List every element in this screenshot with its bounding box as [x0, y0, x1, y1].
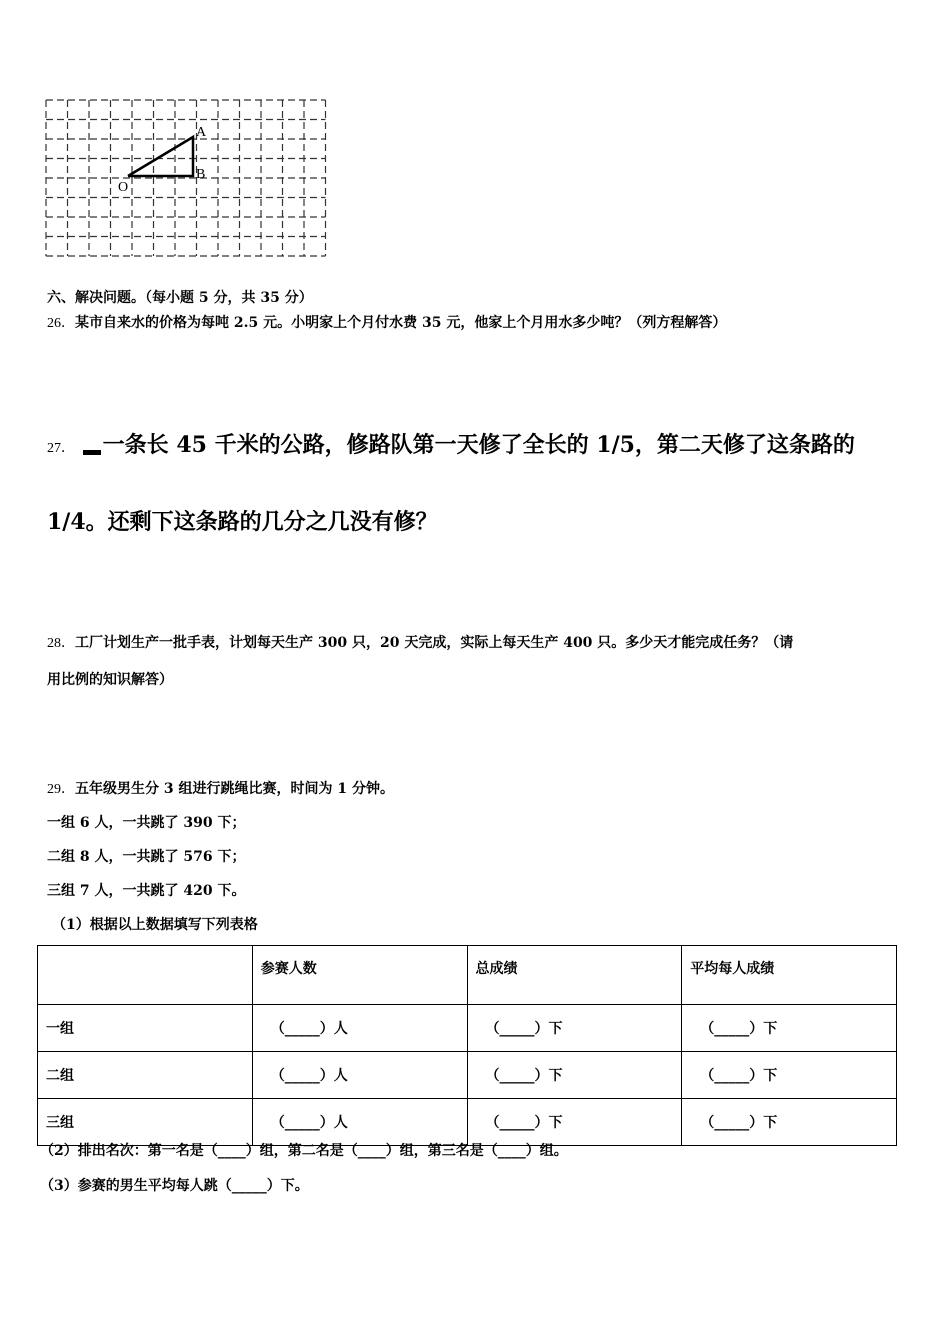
label-b: B: [196, 167, 206, 182]
question-26: [47, 312, 726, 332]
question-28-line2: 用比例的知识解答）: [47, 672, 173, 688]
group-3-info: 三组 7 人，一共跳了 420 下。: [47, 883, 246, 899]
triangle-oab: [128, 137, 193, 176]
marker-icon: [83, 447, 101, 455]
question-intro: 五年级男生分 3 组进行跳绳比赛，时间为 1 分钟。: [75, 781, 394, 797]
table-row: [38, 1005, 897, 1052]
part-2: （2）排出名次：第一名是（____）组，第二名是（____）组，第三名是（____）组。: [40, 1143, 568, 1159]
table-header-row: [38, 946, 897, 1005]
blank-cell[interactable]: （_____）下: [467, 1005, 682, 1052]
blank-cell[interactable]: （_____）下: [682, 1099, 897, 1146]
header-cell: [38, 946, 253, 1005]
section-6-title: 六、解决问题。（每小题 5 分，共 35 分）: [47, 290, 313, 306]
question-number: 26．: [47, 316, 75, 331]
blank-cell[interactable]: （_____）人: [252, 1005, 467, 1052]
group-cell: 二组: [38, 1052, 253, 1099]
question-number: 28．: [47, 636, 75, 651]
table-row: [38, 1099, 897, 1146]
blank-cell[interactable]: （_____）人: [252, 1052, 467, 1099]
group-cell: 一组: [38, 1005, 253, 1052]
header-cell: 参赛人数: [252, 946, 467, 1005]
group-1-info: 一组 6 人，一共跳了 390 下；: [47, 815, 246, 831]
label-o: O: [118, 180, 129, 195]
question-27: [47, 428, 855, 459]
blank-cell[interactable]: （_____）下: [682, 1052, 897, 1099]
label-a: A: [196, 125, 207, 140]
question-28: [47, 632, 793, 652]
grid-figure: [44, 98, 334, 263]
blank-cell[interactable]: （_____）下: [682, 1005, 897, 1052]
table-row: [38, 1052, 897, 1099]
question-29: [47, 778, 394, 798]
results-table: [37, 945, 897, 1146]
question-text-line1: 一条长 45 千米的公路，修路队第一天修了全长的 1/5，第二天修了这条路的: [102, 432, 855, 458]
group-2-info: 二组 8 人，一共跳了 576 下；: [47, 849, 246, 865]
blank-cell[interactable]: （_____）下: [467, 1052, 682, 1099]
question-27-line2: 1/4。还剩下这条路的几分之几没有修？: [47, 509, 438, 535]
question-text: 某市自来水的价格为每吨 2.5 元。小明家上个月付水费 35 元，他家上个月用水多少吨？（列方程解答）: [75, 315, 727, 331]
question-number: 29．: [47, 782, 75, 797]
group-cell: 三组: [38, 1099, 253, 1146]
part-3: （3）参赛的男生平均每人跳（_____）下。: [40, 1178, 309, 1194]
blank-cell[interactable]: （_____）下: [467, 1099, 682, 1146]
part-1: （1）根据以上数据填写下列表格: [52, 917, 258, 933]
question-text-line1: 工厂计划生产一批手表，计划每天生产 300 只，20 天完成，实际上每天生产 400 只。多少天才能完成任务？（请: [75, 635, 794, 651]
question-number: 27．: [47, 441, 75, 456]
header-cell: 平均每人成绩: [682, 946, 897, 1005]
header-cell: 总成绩: [467, 946, 682, 1005]
blank-cell[interactable]: （_____）人: [252, 1099, 467, 1146]
